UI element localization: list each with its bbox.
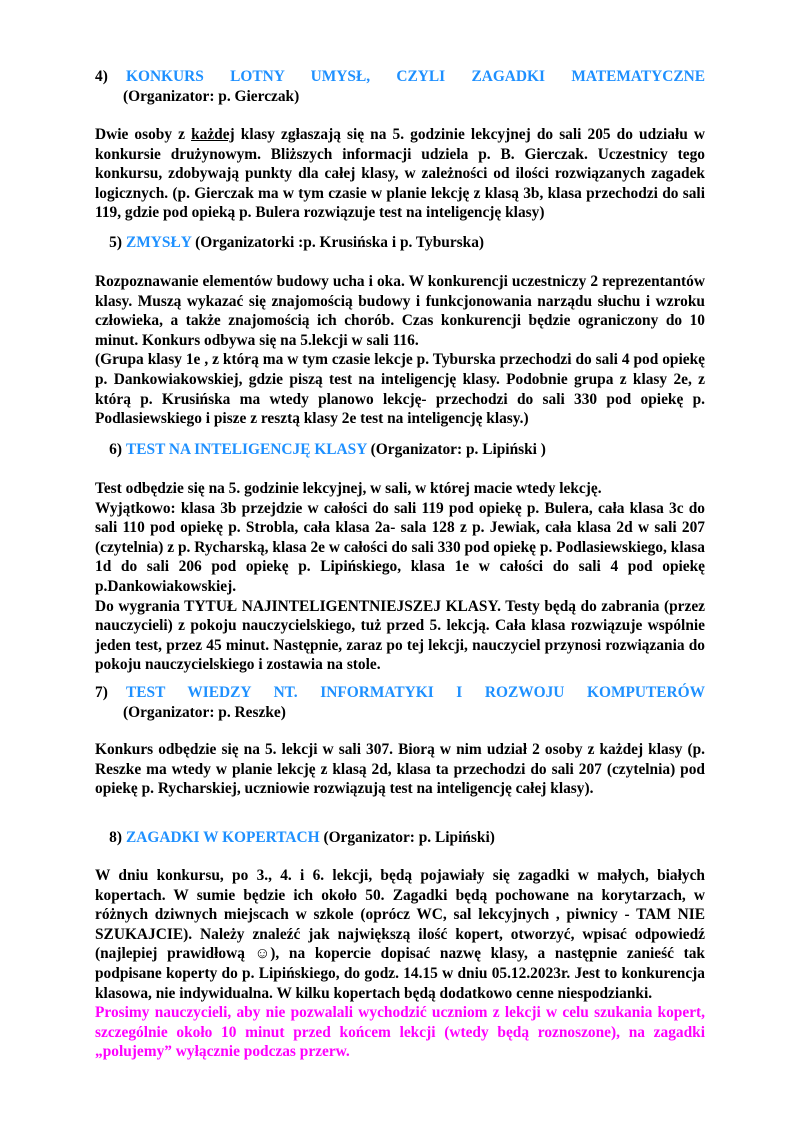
paragraph: Do wygrania TYTUŁ NAJINTELIGENTNIEJSZEJ KLASY. Testy będą do zabrania (przez nauczycieli) z pokoju nauczycielskiego, tuż przed 5. lekcją. Cała klasa rozwiązuje wspólnie jeden test, przez 45 minut. Następnie, zaraz po tej lekcji, nauczyciel przynosi rozwiązania do pokoju nauczycielskiego i zostawia na stole. (95, 597, 705, 674)
paragraph: Wyjątkowo: klasa 3b przejdzie w całości do sali 119 pod opiekę p. Bulera, cała klasa 3c do sali 110 pod opiekę p. Strobla, cała klasa 2a- sala 128 z p. Jewiak, cała klasa 2d w sali 207 (czytelnia) z p. Rycharską, klasa 2e w całości do sali 330 pod opiekę p. Podlasiewskiego, klasa 1d do sali 206 pod opiekę p. Lipińskiego, klasa 1e w całości do sali 4 pod opiekę p.Dankowiakowskiej. (95, 499, 705, 595)
section-4-body (95, 125, 705, 223)
paragraph: W dniu konkursu, po 3., 4. i 6. lekcji, będą pojawiały się zagadki w małych, białych kopertach. W sumie będzie ich około 50. Zagadki będą pochowane na korytarzach, w różnych dziwnych miejscach w szkole (oprócz WC, sal lekcyjnych , piwnicy - TAM NIE SZUKAJCIE). Należy znaleźć jak największą ilość kopert, otworzyć, wpisać odpowiedź (najlepiej prawidłową ☺), na kopercie dopisać nazwę klasy, a następnie zanieść tak podpisane koperty do p. Lipińskiego, do godz. 14.15 w dniu 05.12.2023r. Jest to konkurencja klasowa, nie indywidualna. W kilku kopertach będą dodatkowo cenne niespodzianki. (95, 867, 705, 1002)
section-6-heading (95, 440, 705, 460)
body-text: Dwie osoby z (95, 126, 192, 143)
section-8-body (95, 866, 705, 1062)
section-4-heading (95, 67, 705, 87)
paragraph: Konkurs odbędzie się na 5. lekcji w sali 307. Biorą w nim udział 2 osoby z każdej klasy (p. Reszke ma wtedy w planie lekcję z klasą 2d, klasa ta przechodzi do sali 207 (czytelnia) pod opiekę p. Rycharskiej, uczniowie rozwiązują test na inteligencję całej klasy). (95, 741, 705, 798)
section-5-body (95, 272, 705, 429)
section-8-heading (95, 828, 705, 848)
section-number: 6) (109, 441, 122, 458)
section-4-organizer: (Organizator: p. Gierczak) (123, 88, 300, 105)
section-7-heading (95, 683, 705, 703)
paragraph: Rozpoznawanie elementów budowy ucha i oka. W konkurencji uczestniczy 2 reprezentantów klasy. Muszą wykazać się znajomością budowy i funkcjonowania narządu słuchu i wzroku człowieka, a także znajomością ich chorób. Czas konkurencji będzie ograniczony do 10 minut. Konkurs odbywa się na 5.lekcji w sali 116. (95, 273, 705, 349)
paragraph: Test odbędzie się na 5. godzinie lekcyjnej, w sali, w której macie wtedy lekcję. (95, 480, 602, 497)
section-number: 7) (95, 684, 108, 701)
section-title: TEST NA INTELIGENCJĘ KLASY (126, 441, 367, 458)
paragraph: (Grupa klasy 1e , z którą ma w tym czasie lekcje p. Tyburska przechodzi do sali 4 pod opiekę p. Dankowiakowskiej, gdzie piszą test na inteligencję klasy. Podobnie grupa z klasy 2e, z którą p. Krusińska ma wtedy planowo lekcję- przechodzi do sali 330 pod opiekę p. Podlasiewskiego i pisze z resztą klasy 2e test na inteligencję klasy.) (95, 351, 705, 428)
section-organizer: (Organizatorki :p. Krusińska i p. Tyburska) (195, 234, 485, 251)
section-5-heading (95, 233, 705, 253)
section-number: 5) (109, 234, 122, 251)
section-title: ZMYSŁY (126, 234, 192, 251)
section-organizer: (Organizator: p. Lipiński) (323, 829, 495, 846)
section-6-body (95, 479, 705, 675)
section-number: 4) (95, 68, 108, 85)
section-organizer: (Organizator: p. Lipiński ) (370, 441, 546, 458)
underlined-word: każdej (191, 126, 235, 143)
body-text: klasy zgłaszają się na 5. godzinie lekcyjnej do sali 205 do udziału w konkursie drużynowym. Bliższych informacji udziela p. B. Gierczak. Uczestnicy tego konkursu, zdobywają punkty dla całej klasy, w zależności od ilości rozwiązanych zagadek logicznych. (p. Gierczak ma w tym czasie w planie lekcję z klasą 3b, klasa przechodzi do sali 119, gdzie pod opieką p. Bulera rozwiązuje test na inteligencję klasy) (95, 126, 705, 222)
section-title: TEST WIEDZY NT. INFORMATYKI I ROZWOJU KOMPUTERÓW (126, 684, 705, 701)
section-number: 8) (109, 829, 122, 846)
teacher-notice: Prosimy nauczycieli, aby nie pozwalali wychodzić uczniom z lekcji w celu szukania kopert, szczególnie około 10 minut przed końcem lekcji (wtedy będą roznoszone), na zagadki „polujemy” wyłącznie podczas przerw. (95, 1004, 705, 1061)
section-title: KONKURS LOTNY UMYSŁ, CZYLI ZAGADKI MATEMATYCZNE (126, 68, 705, 85)
section-7-body (95, 740, 705, 799)
section-title: ZAGADKI W KOPERTACH (126, 829, 320, 846)
section-7-organizer: (Organizator: p. Reszke) (123, 704, 286, 721)
